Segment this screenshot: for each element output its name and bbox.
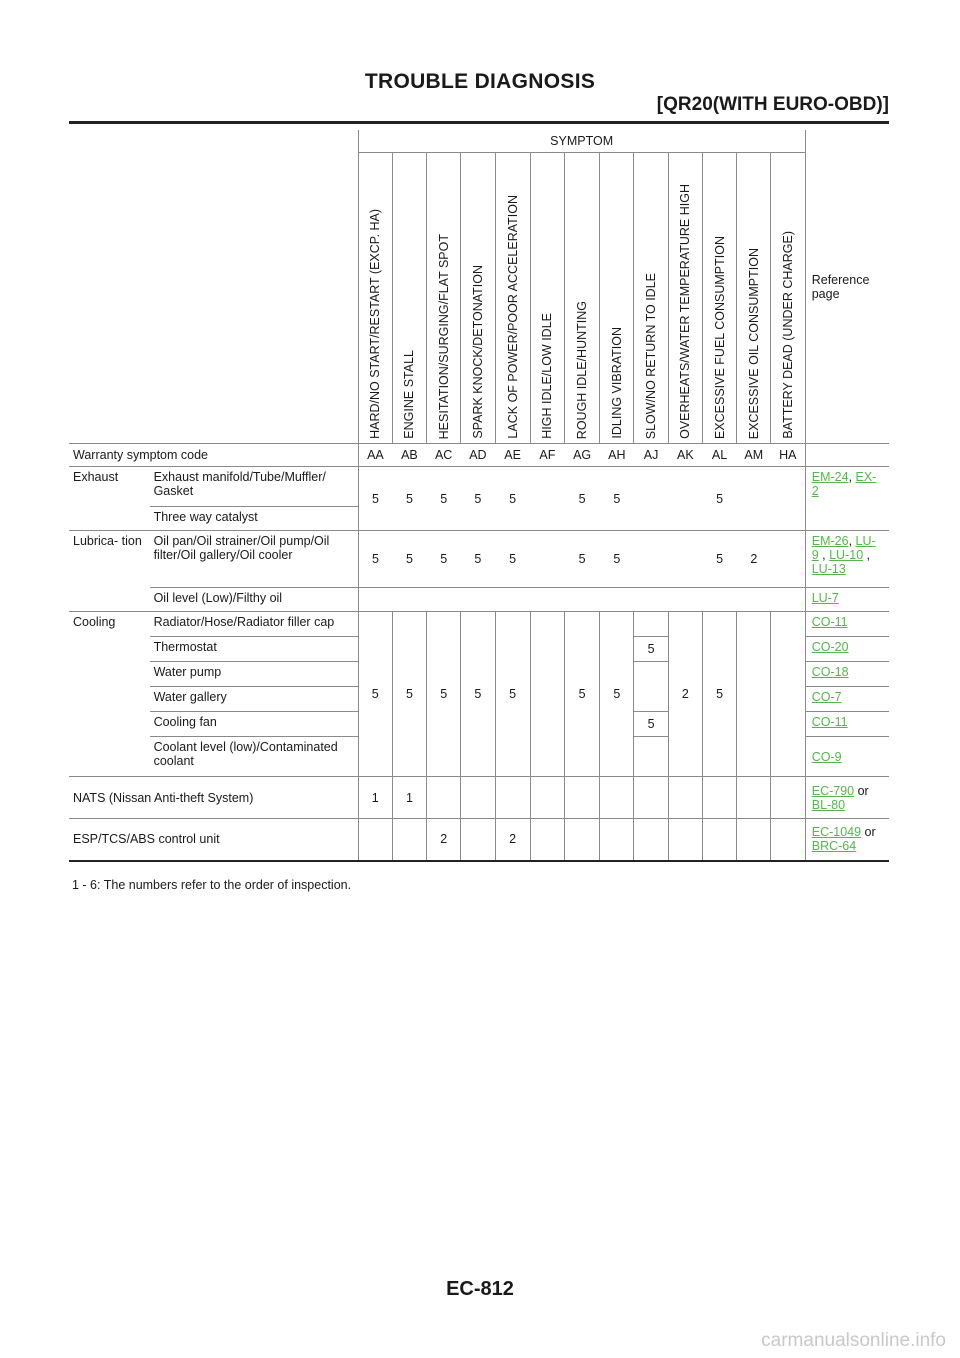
reference-link[interactable]: EC-790	[811, 783, 855, 798]
warranty-code: AA	[358, 444, 392, 467]
symptom-label: HESITATION/SURGING/FLAT SPOT	[436, 233, 451, 439]
symptom-label: SLOW/NO RETURN TO IDLE	[644, 272, 659, 439]
reference-links: EM-24, EX- 2	[805, 467, 889, 531]
inspection-order	[530, 467, 564, 531]
reference-link[interactable]: CO-20	[811, 640, 849, 654]
inspection-order: 5	[702, 531, 736, 588]
reference-link[interactable]: BRC-64	[811, 839, 857, 854]
inspection-order: 5	[600, 612, 634, 777]
inspection-order	[668, 531, 702, 588]
symptom-label: ROUGH IDLE/HUNTING	[575, 300, 590, 439]
inspection-order: 5	[358, 531, 392, 588]
page-title: TROUBLE DIAGNOSIS	[364, 70, 596, 93]
inspection-order	[530, 612, 564, 777]
inspection-order: 5	[461, 612, 495, 777]
item-water-gallery: Water gallery	[150, 687, 359, 712]
inspection-order	[771, 612, 805, 777]
symptom-col-1	[358, 153, 392, 444]
inspection-order	[634, 531, 668, 588]
reference-links	[805, 612, 889, 637]
reference-links	[805, 712, 889, 737]
inspection-order	[771, 777, 805, 819]
warranty-code: AE	[495, 444, 530, 467]
inspection-order	[565, 777, 600, 819]
symptom-label: BATTERY DEAD (UNDER CHARGE)	[781, 231, 796, 439]
warranty-code: HA	[771, 444, 805, 467]
inspection-order: 5	[495, 531, 530, 588]
table-row	[69, 612, 889, 637]
symptom-label: EXCESSIVE OIL CONSUMPTION	[746, 247, 761, 439]
item-thermostat: Thermostat	[150, 637, 359, 662]
reference-link[interactable]: CO-7	[811, 690, 842, 704]
header-blank	[69, 130, 358, 444]
inspection-order	[771, 467, 805, 531]
reference-links	[805, 662, 889, 687]
inspection-order: 5	[392, 531, 426, 588]
inspection-order	[358, 819, 392, 861]
table-row	[69, 531, 889, 588]
category-exhaust: Exhaust	[69, 467, 150, 531]
inspection-order	[634, 612, 668, 637]
symptom-col-8	[600, 153, 634, 444]
table-row	[69, 819, 889, 861]
reference-links	[805, 637, 889, 662]
inspection-order	[530, 531, 564, 588]
table-row	[69, 777, 889, 819]
warranty-code: AJ	[634, 444, 668, 467]
symptom-col-13	[771, 153, 805, 444]
warranty-code: AH	[600, 444, 634, 467]
inspection-order	[634, 662, 668, 712]
inspection-order: 5	[427, 467, 461, 531]
inspection-order	[530, 819, 564, 861]
inspection-order	[634, 737, 668, 777]
symptom-col-4	[461, 153, 495, 444]
inspection-order	[634, 467, 668, 531]
inspection-order: 2	[427, 819, 461, 861]
symptom-col-9	[634, 153, 668, 444]
warranty-code: AG	[565, 444, 600, 467]
inspection-order: 5	[565, 531, 600, 588]
item-esp: ESP/TCS/ABS control unit	[69, 819, 358, 861]
inspection-order	[737, 777, 771, 819]
symptom-label: SPARK KNOCK/DETONATION	[470, 265, 485, 439]
warranty-code: AD	[461, 444, 495, 467]
inspection-order: 2	[737, 531, 771, 588]
warranty-code: AM	[737, 444, 771, 467]
item-oil-pan: Oil pan/Oil strainer/Oil pump/Oil filter/Oil gallery/Oil cooler	[150, 531, 359, 588]
symptom-label: HIGH IDLE/LOW IDLE	[540, 313, 555, 439]
inspection-order: 1	[392, 777, 426, 819]
inspection-order: 5	[634, 637, 668, 662]
reference-link[interactable]: CO-11	[811, 615, 848, 629]
reference-links: EC-790 or BL-80	[805, 777, 889, 819]
inspection-order	[495, 777, 530, 819]
inspection-order: 5	[461, 467, 495, 531]
inspection-order: 5	[495, 467, 530, 531]
symptom-col-10	[668, 153, 702, 444]
inspection-order: 5	[427, 612, 461, 777]
watermark: carmanualsonline.info	[761, 1330, 946, 1351]
item-coolant-level: Coolant level (low)/Contaminated coolant	[150, 737, 359, 777]
warranty-code-label: Warranty symptom code	[69, 444, 358, 467]
item-exhaust-manifold: Exhaust manifold/Tube/Muffler/ Gasket	[150, 467, 359, 507]
reference-link[interactable]: EX- 2	[811, 470, 877, 498]
inspection-order-note: 1 - 6: The numbers refer to the order of inspection.	[72, 878, 352, 892]
symptom-col-5	[495, 153, 530, 444]
reference-link[interactable]: LU-7	[811, 591, 839, 605]
table-row	[69, 588, 889, 612]
reference-link[interactable]: LU-13	[811, 562, 846, 576]
inspection-order	[737, 467, 771, 531]
table-row	[69, 467, 889, 507]
inspection-order	[702, 777, 736, 819]
warranty-code-row	[69, 444, 889, 467]
inspection-order: 1	[358, 777, 392, 819]
reference-link[interactable]: CO-18	[811, 665, 849, 679]
reference-link[interactable]: EM-26	[811, 534, 849, 548]
header-rule	[69, 121, 889, 124]
inspection-order: 5	[461, 531, 495, 588]
symptom-col-2	[392, 153, 426, 444]
inspection-order: 5	[495, 612, 530, 777]
inspection-order	[427, 777, 461, 819]
item-oil-level: Oil level (Low)/Filthy oil	[150, 588, 359, 612]
page-number: EC-812	[446, 1278, 514, 1300]
inspection-order	[565, 819, 600, 861]
symptom-header: SYMPTOM	[358, 130, 805, 153]
reference-link[interactable]: CO-9	[811, 749, 842, 764]
symptom-col-12	[737, 153, 771, 444]
inspection-order: 5	[358, 467, 392, 531]
inspection-order: 5	[702, 467, 736, 531]
reference-links	[805, 687, 889, 712]
symptom-label: OVERHEATS/WATER TEMPERATURE HIGH	[678, 184, 693, 439]
item-water-pump: Water pump	[150, 662, 359, 687]
inspection-order: 5	[392, 467, 426, 531]
symptom-label: IDLING VIBRATION	[609, 327, 624, 439]
symptom-col-7	[565, 153, 600, 444]
inspection-order: 5	[600, 531, 634, 588]
warranty-code: AF	[530, 444, 564, 467]
inspection-order	[668, 777, 702, 819]
reference-link[interactable]: CO-11	[811, 715, 848, 729]
inspection-order	[771, 819, 805, 861]
inspection-order: 5	[427, 531, 461, 588]
item-cooling-fan: Cooling fan	[150, 712, 359, 737]
inspection-order: 5	[634, 712, 668, 737]
reference-link[interactable]: BL-80	[811, 797, 846, 812]
symptom-label: ENGINE STALL	[402, 350, 417, 439]
inspection-order	[737, 612, 771, 777]
inspection-order	[702, 819, 736, 861]
warranty-code: AL	[702, 444, 736, 467]
item-nats: NATS (Nissan Anti-theft System)	[69, 777, 358, 819]
inspection-order: 2	[668, 612, 702, 777]
warranty-code: AB	[392, 444, 426, 467]
reference-page-header: Reference page	[805, 130, 889, 444]
inspection-order: 5	[565, 612, 600, 777]
reference-links: EC-1049 or BRC-64	[805, 819, 889, 861]
symptom-label: HARD/NO START/RESTART (EXCP. HA)	[368, 209, 383, 439]
symptom-label: LACK OF POWER/POOR ACCELERATION	[505, 195, 520, 439]
category-lubrication: Lubrica- tion	[69, 531, 150, 612]
engine-subtitle: [QR20(WITH EURO-OBD)]	[656, 94, 889, 115]
reference-links	[805, 737, 889, 777]
reference-link[interactable]: LU-10	[829, 548, 864, 562]
inspection-order	[668, 467, 702, 531]
reference-links: EM-26, LU- 9 , LU-10 , LU-13	[805, 531, 889, 588]
symptom-col-11	[702, 153, 736, 444]
inspection-order	[600, 819, 634, 861]
inspection-order: 2	[495, 819, 530, 861]
symptom-label: EXCESSIVE FUEL CONSUMPTION	[712, 235, 727, 439]
inspection-order: 5	[600, 467, 634, 531]
inspection-order	[771, 531, 805, 588]
inspection-order	[461, 819, 495, 861]
reference-links	[805, 588, 889, 612]
inspection-order	[530, 777, 564, 819]
reference-link[interactable]: EC-1049	[811, 825, 862, 840]
item-radiator: Radiator/Hose/Radiator filler cap	[150, 612, 359, 637]
reference-link[interactable]: EM-24	[811, 470, 849, 484]
symptom-col-6	[530, 153, 564, 444]
inspection-order: 5	[702, 612, 736, 777]
inspection-order	[668, 819, 702, 861]
inspection-order	[737, 819, 771, 861]
inspection-order	[634, 819, 668, 861]
category-cooling: Cooling	[69, 612, 150, 777]
warranty-code: AK	[668, 444, 702, 467]
symptom-col-3	[427, 153, 461, 444]
inspection-order: 5	[358, 612, 392, 777]
inspection-order: 5	[565, 467, 600, 531]
inspection-order	[392, 819, 426, 861]
trouble-diagnosis-table	[69, 130, 889, 862]
inspection-order	[461, 777, 495, 819]
item-three-way-catalyst: Three way catalyst	[150, 507, 359, 531]
inspection-order: 5	[392, 612, 426, 777]
reference-link[interactable]: LU- 9	[811, 534, 876, 562]
warranty-code: AC	[427, 444, 461, 467]
inspection-order	[600, 777, 634, 819]
inspection-order	[634, 777, 668, 819]
